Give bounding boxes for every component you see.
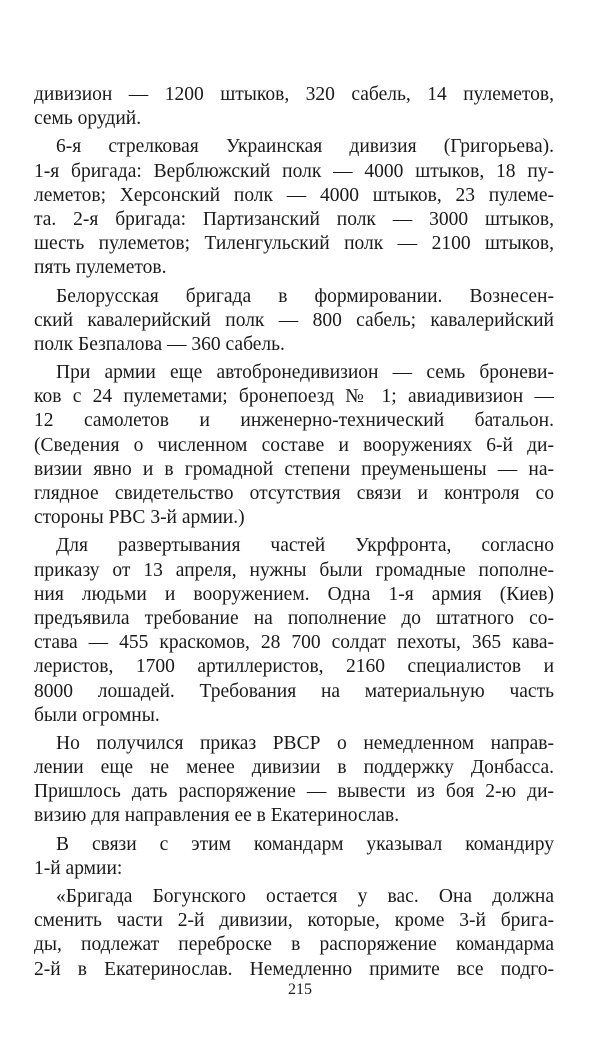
text-line: «Бригада Богунского остается у вас. Она должна bbox=[56, 886, 554, 907]
text-line: 1-й армии: bbox=[34, 857, 123, 879]
text-line: шесть пулеметов; Тиленгульский полк — 2100 штыков, bbox=[34, 233, 554, 255]
text-line: визии явно и в громадной степени преуменьшены — на- bbox=[34, 458, 554, 480]
text-line: В связи с этим командарм указывал командиру bbox=[56, 833, 554, 855]
text-line: ды, подлежат переброске в распоряжение командарма bbox=[34, 934, 554, 956]
text-line: лении еще не менее дивизии в поддержку Донбасса. bbox=[34, 757, 554, 779]
text-line: става — 455 краскомов, 28 700 солдат пехоты, 365 кава- bbox=[34, 632, 554, 654]
text-line: Пришлось дать распоряжение — вывести из боя 2-ю ди- bbox=[34, 781, 554, 803]
text-line: ков с 24 пулеметами; бронепоезд № 1; авиадивизион — bbox=[34, 386, 554, 408]
text-line: 2-й в Екатеринослав. Немедленно примите все подго- bbox=[34, 958, 554, 980]
text-line: визию для направления ее в Екатеринослав. bbox=[34, 805, 400, 827]
text-line: пять пулеметов. bbox=[34, 257, 167, 279]
text-line: сменить части 2-й дивизии, которые, кроме 3-й брига- bbox=[34, 910, 554, 932]
text-line: та. 2-я бригада: Партизанский полк — 3000 штыков, bbox=[34, 208, 554, 230]
text-line: (Сведения о численном составе и вооружениях 6-й ди- bbox=[34, 434, 554, 456]
text-line: полк Безпалова — 360 сабель. bbox=[34, 333, 285, 355]
text-line: были огромны. bbox=[34, 704, 160, 726]
text-line: семь орудий. bbox=[34, 108, 142, 130]
text-line: 1-я бригада: Верблюжский полк — 4000 штыков, 18 пу- bbox=[34, 160, 554, 182]
text-line: 12 самолетов и инженерно-технический батальон. bbox=[34, 410, 554, 432]
text-line: леристов, 1700 артиллеристов, 2160 специалистов и bbox=[34, 656, 554, 678]
text-line: Для развертывания частей Укрфронта, согласно bbox=[56, 535, 554, 557]
text-line: ский кавалерийский полк — 800 сабель; кавалерийский bbox=[34, 309, 554, 331]
text-line: леметов; Херсонский полк — 4000 штыков, 23 пулеме- bbox=[34, 184, 554, 206]
text-line: Но получился приказ РВСР о немедленном направ- bbox=[56, 732, 554, 754]
text-line: стороны РВС 3-й армии.) bbox=[34, 507, 245, 529]
body-text bbox=[34, 83, 554, 982]
text-line: ния людьми и вооружением. Одна 1-я армия (Киев) bbox=[34, 583, 554, 605]
text-line: 8000 лошадей. Требования на материальную часть bbox=[34, 680, 554, 702]
page-number: 215 bbox=[288, 981, 312, 998]
text-line: приказу от 13 апреля, нужны были громадные пополне- bbox=[34, 559, 554, 581]
text-line: глядное свидетельство отсутствия связи и контроля со bbox=[34, 483, 554, 504]
text-line: Белорусская бригада в формировании. Вознесен- bbox=[56, 285, 554, 307]
text-line: 6-я стрелковая Украинская дивизия (Григорьева). bbox=[56, 136, 554, 158]
text-line: При армии еще автобронедивизион — семь броневи- bbox=[56, 362, 554, 384]
text-line: дивизион — 1200 штыков, 320 сабель, 14 пулеметов, bbox=[34, 84, 554, 105]
text-line: предъявила требование на пополнение до штатного со- bbox=[34, 607, 554, 629]
